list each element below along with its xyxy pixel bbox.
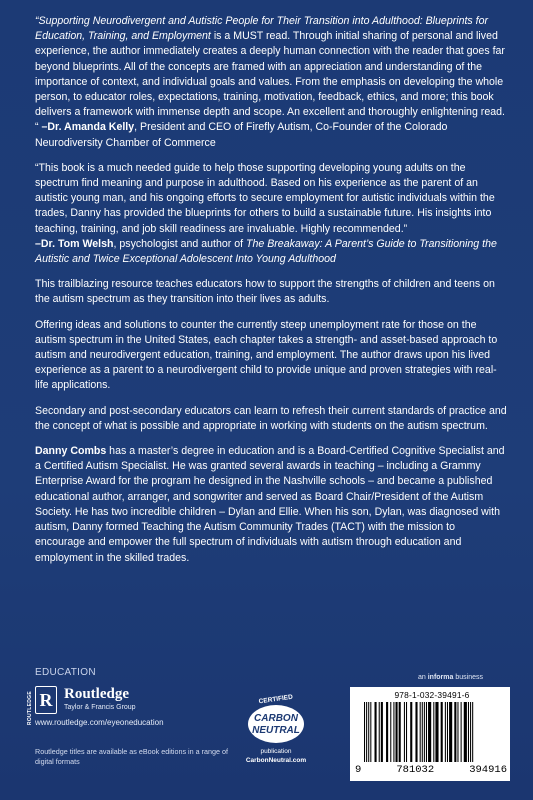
routledge-logo-letter: R bbox=[39, 689, 53, 710]
barcode-bar bbox=[433, 702, 434, 762]
barcode-bar bbox=[449, 702, 452, 762]
endorsement-welsh bbox=[35, 161, 507, 267]
carbon-word-1: CARBON bbox=[254, 713, 298, 724]
informa-suffix: business bbox=[453, 674, 483, 681]
barcode-bar bbox=[470, 702, 471, 762]
carbon-word-2: NEUTRAL bbox=[252, 725, 300, 736]
informa-tagline bbox=[418, 674, 483, 681]
barcode-bar bbox=[386, 702, 388, 762]
endorser-book-title: The Breakaway: A Parent’s Guide to Transitioning the Autistic and Twice Exceptional Adolescent Into Young Adulthood bbox=[35, 237, 497, 266]
author-name: Danny Combs bbox=[35, 445, 107, 458]
carbon-publication-text: publication bbox=[260, 748, 292, 755]
publisher-name: Routledge bbox=[64, 686, 129, 702]
barcode-bar bbox=[415, 702, 417, 762]
barcode-bar bbox=[426, 702, 427, 762]
cover-text bbox=[35, 14, 507, 576]
barcode-bar bbox=[424, 702, 425, 762]
barcode-bar bbox=[366, 702, 367, 762]
barcode-bar bbox=[364, 702, 365, 762]
barcode-bar bbox=[461, 702, 462, 762]
informa-brand: informa bbox=[427, 674, 454, 681]
endorsement-book-title: “Supporting Neurodivergent and Autistic People for Their Transition into Adulthood: Blueprints for Education, Training, and Employment bbox=[35, 15, 489, 43]
barcode-bar bbox=[454, 702, 456, 762]
description-paragraph: Offering ideas and solutions to counter the currently steep unemployment rate for those on the autism spectrum in the United States, each chapter takes a strength- and asset-based approach to autism and neurodivergent education, training, and employment. The author draws upon his lived experience as a parent to a neurodivergent child to provide unique and proven strategies with real-life applications. bbox=[35, 318, 498, 392]
barcode-bar bbox=[406, 702, 407, 762]
endorser-credentials: , psychologist and author of bbox=[113, 237, 247, 250]
barcode-bar bbox=[435, 702, 438, 762]
barcode-bar bbox=[445, 702, 446, 762]
description-paragraph: This trailblazing resource teaches educators how to support the strengths of children and teens on the autism spectrum as they transition into their lives as adults. bbox=[35, 278, 495, 306]
barcode-bar bbox=[468, 702, 469, 762]
barcode-bar bbox=[464, 702, 467, 762]
endorsement-kelly bbox=[35, 14, 507, 151]
barcode-bar bbox=[472, 702, 473, 762]
barcode-digit-group: 394916 bbox=[469, 764, 507, 776]
publisher-url: www.routledge.com/eyeoneducation bbox=[35, 718, 164, 727]
publisher-group: Taylor & Francis Group bbox=[64, 704, 136, 711]
subject-category: EDUCATION bbox=[35, 667, 96, 678]
carbon-site-text: CarbonNeutral.com bbox=[245, 757, 307, 764]
routledge-logo-icon bbox=[27, 686, 57, 726]
endorsement-text: “This book is a much needed guide to help those supporting developing young adults on the spectrum find meaning and purpose in adulthood. Based on his experience as the parent of an autistic young man, and his ongoing efforts to secure employment for autistic individuals within the trades, Danny has provided the blueprints for others to build a sustainable future. His insights into teaching, training, and job skill readiness are invaluable. Highly recommended.” bbox=[35, 161, 495, 235]
endorser-name: –Dr. Tom Welsh bbox=[35, 237, 114, 250]
endorsement-text: is a MUST read. Through initial sharing of personal and lived experience, the author immediately creates a deeply human connection with the reader that goes far beyond blueprints. All of the concepts are framed with an appreciation and understanding of the importance of context, and individual goals and values. From the emphasis on developing the whole person, to educator roles, expectations, training, motivation, feedback, ethics, and more; this book delivers a framework with immense depth and scope. An excellent and thoroughly enlightening read. “ bbox=[35, 30, 505, 134]
barcode-bar bbox=[428, 702, 431, 762]
endorser-name: –Dr. Amanda Kelly bbox=[41, 121, 135, 134]
barcode-bar bbox=[447, 702, 448, 762]
barcode-bar bbox=[441, 702, 443, 762]
barcode-bar bbox=[422, 702, 423, 762]
endorser-credentials: , President and CEO of Firefly Autism, Co-Founder of the Colorado Neurodiversity Chamber of Commerce bbox=[35, 121, 448, 149]
barcode-bar bbox=[399, 702, 401, 762]
barcode-bar bbox=[420, 702, 421, 762]
barcode-bar bbox=[370, 702, 371, 762]
ebook-note: Routledge titles are available as eBook editions in a range of digital formats bbox=[35, 747, 228, 766]
carbon-certified-text: CERTIFIED bbox=[258, 693, 294, 706]
description-paragraph: Secondary and post-secondary educators can learn to refresh their current standards of practice and the concept of what is possible and appropriate in working with students on the autism spectrum. bbox=[35, 404, 507, 432]
barcode-bar bbox=[390, 702, 391, 762]
barcode-bar bbox=[457, 702, 458, 762]
barcode-digits bbox=[355, 764, 507, 776]
barcode-bar bbox=[368, 702, 369, 762]
author-bio-text: has a master’s degree in education and is a Board-Certified Cognitive Specialist and a Certified Autism Specialist. He was granted several awards in teaching – including a Grammy Enterprise Award for the program he designed in the Nashville schools – and became a published educational author, arranger, and songwriter and served as Board Chair/President of the Autism Society. He has two incredible children – Dylan and Ellie. When his son, Dylan, was diagnosed with autism, Danny formed Teaching the Autism Community Trades (TACT) with the mission to encourage and empower the full spectrum of individuals with autism through education and employment in the skilled trades. bbox=[35, 445, 505, 564]
barcode-bar bbox=[393, 702, 394, 762]
barcode-bar bbox=[410, 702, 412, 762]
routledge-logo-vertical-text: ROUTLEDGE bbox=[27, 691, 33, 726]
isbn-text: 978-1-032-39491-6 bbox=[394, 690, 470, 700]
barcode-bar bbox=[375, 702, 377, 762]
barcode-bar bbox=[396, 702, 398, 762]
carbon-logo-shape bbox=[248, 705, 304, 743]
barcode-digit-group: 781032 bbox=[396, 764, 435, 776]
barcode-bar bbox=[404, 702, 405, 762]
informa-prefix: an bbox=[418, 674, 428, 681]
barcode-digit-group: 9 bbox=[355, 764, 362, 776]
barcode-icon bbox=[358, 702, 506, 764]
barcode-bar bbox=[381, 702, 383, 762]
barcode-bar bbox=[379, 702, 380, 762]
author-bio bbox=[35, 444, 507, 566]
